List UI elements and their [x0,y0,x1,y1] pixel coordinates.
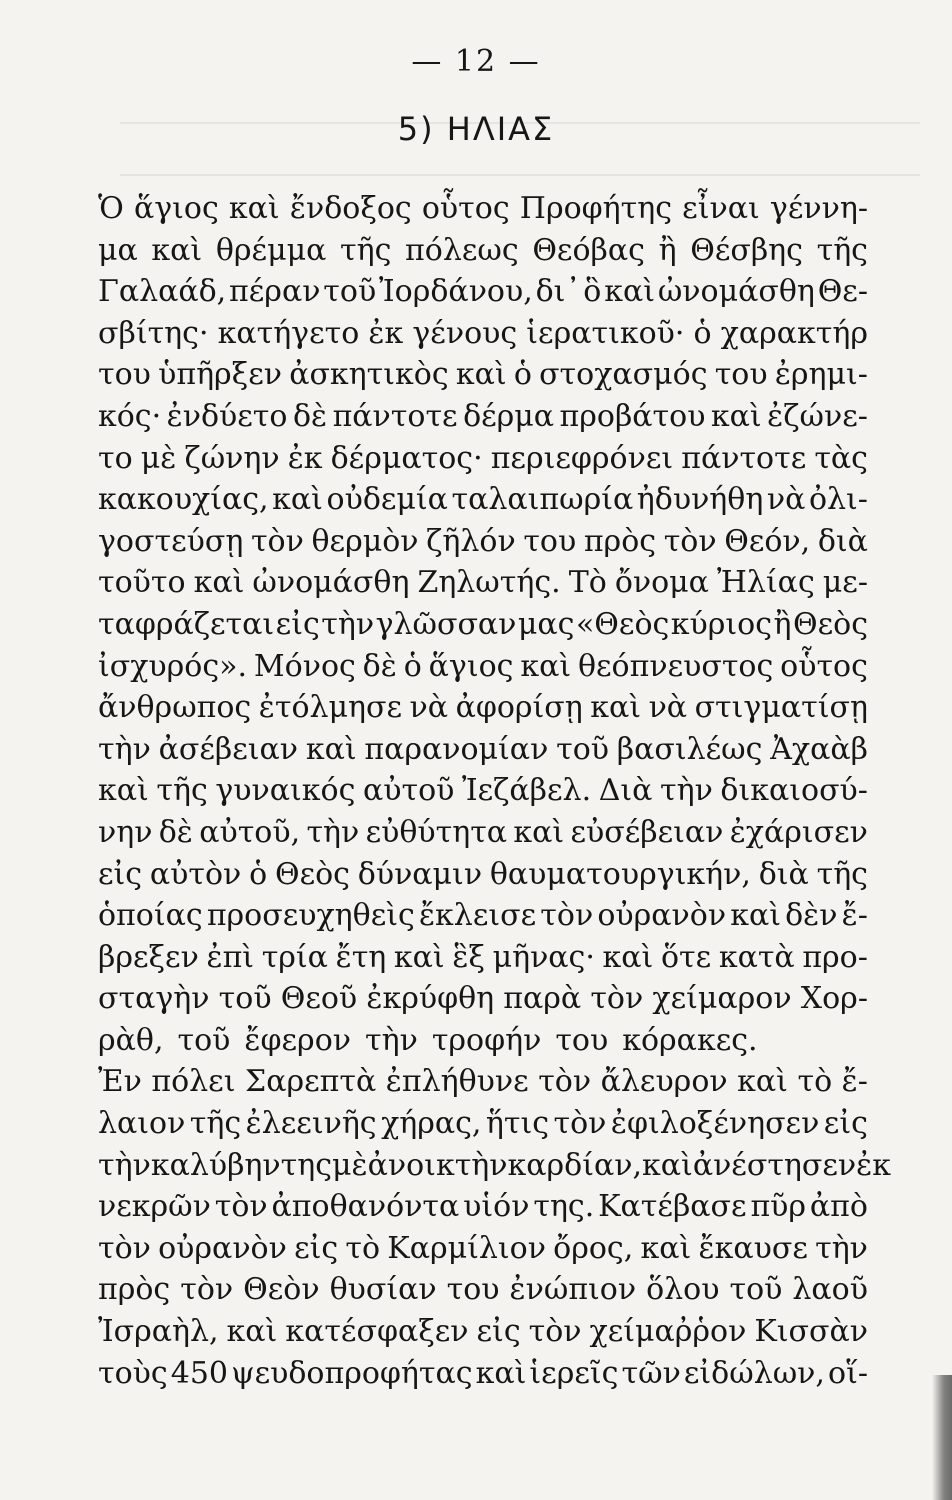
text-line: του ὑπῆρξεν ἀσκητικὸς καὶ ὁ στοχασμός του ἐρημι- [98,357,868,393]
text-line: Ὁ ἅγιος καὶ ἔνδοξος οὗτος Προφήτης εἶναι γέννη- [98,191,868,226]
text-line: τοῦτο καὶ ὠνομάσθη Ζηλωτής. Τὸ ὄνομα Ἠλίας με- [98,565,868,601]
section-heading: 5) ΗΛΙΑΣ [397,110,555,148]
text-line: τοὺς 450 ψευδοπροφήτας καὶ ἱερεῖς τῶν εἰδώλων, οἵ- [98,1355,868,1391]
text-line: το μὲ ζώνην ἐκ δέρματος· περιεφρόνει πάντοτε τὰς [98,440,868,476]
text-line: λαιον τῆς ἐλεεινῆς χήρας, ἥτις τὸν ἐφιλοξένησεν εἰς [98,1106,868,1142]
text-line: ταφράζεται εἰς τὴν γλῶσσαν μας «Θεὸς κύριος ἢ Θεὸς [98,606,868,642]
text-line: Ἰσραὴλ, καὶ κατέσφαξεν εἰς τὸν χείμαῤῥον Κισσὰν [98,1314,868,1350]
text-line: σβίτης· κατήγετο ἐκ γένους ἱερατικοῦ· ὁ χαρακτήρ [98,315,868,351]
text-line: Ἐν πόλει Σαρεπτὰ ἐπλήθυνε τὸν ἄλευρον καὶ τὸ ἔ- [98,1064,868,1100]
text-line: ρὰθ, τοῦ ἔφερον τὴν τροφήν του κόρακες. [98,1022,758,1058]
text-line: καὶ τῆς γυναικός αὐτοῦ Ἰεζάβελ. Διὰ τὴν δικαιοσύ- [98,773,868,809]
text-line: ἄνθρωπος ἐτόλμησε νὰ ἀφορίσῃ καὶ νὰ στιγματίσῃ [98,690,868,726]
text-line: μα καὶ θρέμμα τῆς πόλεως Θεόβας ἢ Θέσβης τῆς [98,232,868,268]
text-line: βρεξεν ἐπὶ τρία ἔτη καὶ ἓξ μῆνας· καὶ ὅτε κατὰ προ- [98,939,868,975]
text-line: κακουχίας, καὶ οὐδεμία ταλαιπωρία ἠδυνήθη νὰ ὀλι- [98,482,868,518]
text-line: κός· ἐνδύετο δὲ πάντοτε δέρμα προβάτου καὶ ἐζώνε- [98,398,868,434]
body-text [98,188,892,1394]
text-line: εἰς αὐτὸν ὁ Θεὸς δύναμιν θαυματουργικήν, διὰ τῆς [98,856,868,892]
page-number: — 12 — [411,44,541,79]
text-line: ὁποίας προσευχηθεὶς ἔκλεισε τὸν οὐρανὸν καὶ δὲν ἔ- [98,898,868,934]
page-edge-shadow [932,1375,952,1500]
text-line: Γαλαάδ, πέραν τοῦ Ἰορδάνου, δι᾽ ὃ καὶ ὠνομάσθη Θε- [98,274,868,310]
text-line: ἰσχυρός». Μόνος δὲ ὁ ἅγιος καὶ θεόπνευστος οὗτος [98,648,868,684]
text-line: νεκρῶν τὸν ἀποθανόντα υἱόν της. Κατέβασε πῦρ ἀπὸ [98,1189,868,1225]
text-line: σταγὴν τοῦ Θεοῦ ἐκρύφθη παρὰ τὸν χείμαρον Χορ- [98,981,868,1017]
text-line: νην δὲ αὐτοῦ, τὴν εὐθύτητα καὶ εὐσέβειαν ἐχάρισεν [98,814,868,850]
text-line: τὴν ἀσέβειαν καὶ παρανομίαν τοῦ βασιλέως Ἀχαὰβ [98,731,868,767]
text-line: γοστεύσῃ τὸν θερμὸν ζῆλόν του πρὸς τὸν Θεόν, διὰ [98,523,868,559]
text-line: τὸν οὐρανὸν εἰς τὸ Καρμίλιον ὄρος, καὶ ἔκαυσε τὴν [98,1230,868,1266]
text-line: τὴν καλύβην της μὲ ἀνοικτὴν καρδίαν, καὶ ἀνέστησεν ἐκ [98,1147,892,1183]
text-line: πρὸς τὸν Θεὸν θυσίαν του ἐνώπιον ὅλου τοῦ λαοῦ [98,1272,868,1308]
